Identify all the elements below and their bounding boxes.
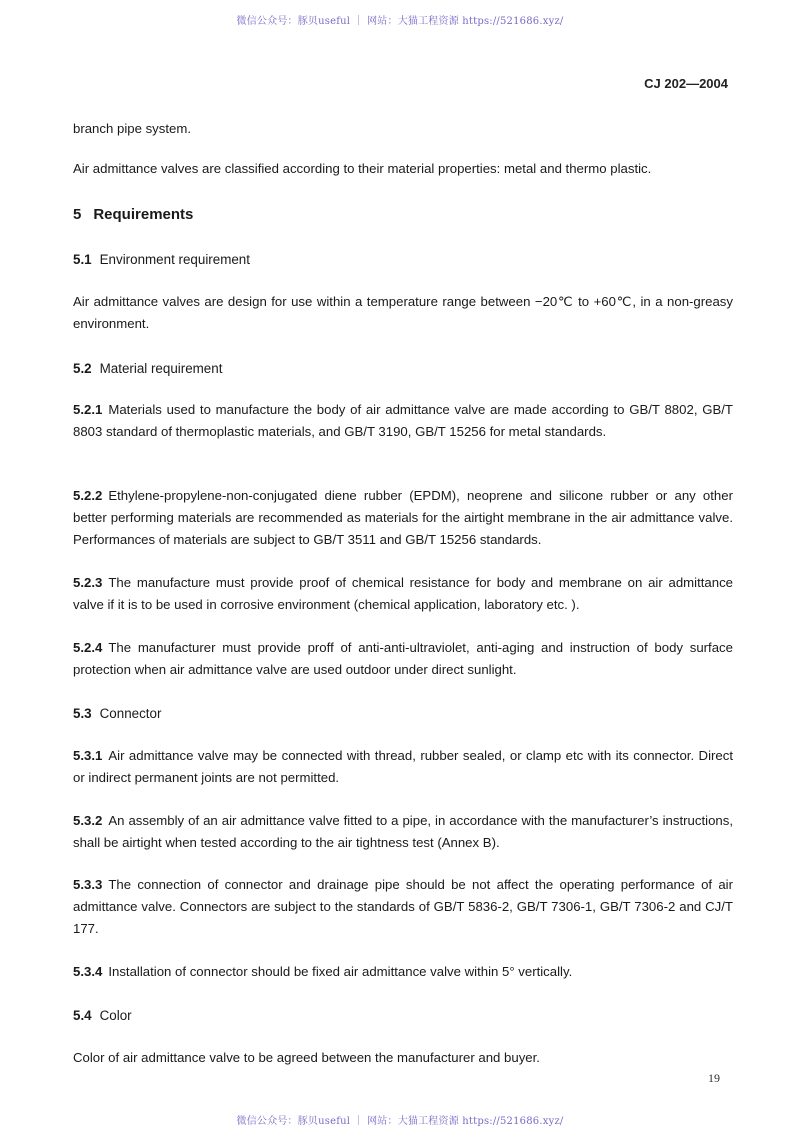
section-title: Environment requirement xyxy=(99,252,250,267)
clause-text: Materials used to manufacture the body of air admittance valve are made according to GB/T 8802, GB/T 8803 standard of thermoplastic materials, and GB/T 3190, GB/T 15256 for metal standards. xyxy=(73,402,733,439)
section-number: 5.2 xyxy=(73,361,92,376)
clause-5-2-1 xyxy=(73,399,733,443)
standard-code: CJ 202—2004 xyxy=(644,76,728,91)
clause-number: 5.2.3 xyxy=(73,575,103,590)
clause-5-3-4 xyxy=(73,961,733,983)
clause-text: An assembly of an air admittance valve fitted to a pipe, in accordance with the manufacturer’s instructions, shall be airtight when tested according to the air tightness test (Annex B). xyxy=(73,813,733,850)
clause-text: The manufacturer must provide proff of anti-anti-ultraviolet, anti-aging and instruction of body surface protection when air admittance valve are used outdoor under direct sunlight. xyxy=(73,640,733,677)
paragraph-5-4: Color of air admittance valve to be agreed between the manufacturer and buyer. xyxy=(73,1050,540,1065)
clause-5-3-1 xyxy=(73,745,733,789)
clause-5-3-2 xyxy=(73,810,733,854)
section-number: 5.3 xyxy=(73,706,92,721)
paragraph-5-1: Air admittance valves are design for use within a temperature range between −20℃ to +60℃, in a non-greasy environment. xyxy=(73,294,733,331)
section-heading-5-1 xyxy=(73,249,733,271)
watermark-top: 微信公众号：豚贝useful ｜ 网站：大猫工程资源 https://521686.xyz/ xyxy=(236,16,564,27)
clause-number: 5.3.4 xyxy=(73,964,103,979)
paragraph-classification: Air admittance valves are classified according to their material properties: metal and thermo plastic. xyxy=(73,161,652,176)
clause-number: 5.3.1 xyxy=(73,748,103,763)
clause-number: 5.2.1 xyxy=(73,402,103,417)
clause-text: Ethylene-propylene-non-conjugated diene rubber (EPDM), neoprene and silicone rubber or any other better performing materials are recommended as materials for the airtight membrane in the air admittance valve. Performances of materials are subject to GB/T 3511 and GB/T 15256 standards. xyxy=(73,488,733,547)
section-title: Requirements xyxy=(93,206,194,223)
clause-number: 5.3.2 xyxy=(73,813,103,828)
section-title: Connector xyxy=(99,706,162,721)
clause-text: The manufacture must provide proof of chemical resistance for body and membrane on air admittance valve if it is to be used in corrosive environment (chemical application, laboratory etc. ). xyxy=(73,575,733,612)
clause-number: 5.2.2 xyxy=(73,488,103,503)
clause-5-2-2 xyxy=(73,485,733,551)
section-title: Color xyxy=(99,1008,132,1023)
section-title: Material requirement xyxy=(99,361,223,376)
section-number: 5.4 xyxy=(73,1008,92,1023)
section-heading-5 xyxy=(73,204,733,226)
section-number: 5.1 xyxy=(73,252,92,267)
section-heading-5-3 xyxy=(73,703,733,725)
clause-text: The connection of connector and drainage pipe should be not affect the operating performance of air admittance valve. Connectors are subject to the standards of GB/T 5836-2, GB/T 7306-1, GB/T 7306-2 and CJ/T 177. xyxy=(73,877,733,936)
clause-text: Installation of connector should be fixed air admittance valve within 5° vertically. xyxy=(108,964,573,979)
section-heading-5-2 xyxy=(73,358,733,380)
page-number: 19 xyxy=(708,1071,720,1085)
clause-number: 5.2.4 xyxy=(73,640,103,655)
clause-number: 5.3.3 xyxy=(73,877,103,892)
section-number: 5 xyxy=(73,206,82,223)
clause-5-3-3 xyxy=(73,874,733,940)
section-heading-5-4 xyxy=(73,1005,733,1027)
watermark-bottom: 微信公众号：豚贝useful ｜ 网站：大猫工程资源 https://521686.xyz/ xyxy=(236,1116,564,1127)
clause-5-2-3 xyxy=(73,572,733,616)
clause-text: Air admittance valve may be connected with thread, rubber sealed, or clamp etc with its connector. Direct or indirect permanent joints are not permitted. xyxy=(73,748,733,785)
paragraph-branch: branch pipe system. xyxy=(73,121,192,136)
clause-5-2-4 xyxy=(73,637,733,681)
